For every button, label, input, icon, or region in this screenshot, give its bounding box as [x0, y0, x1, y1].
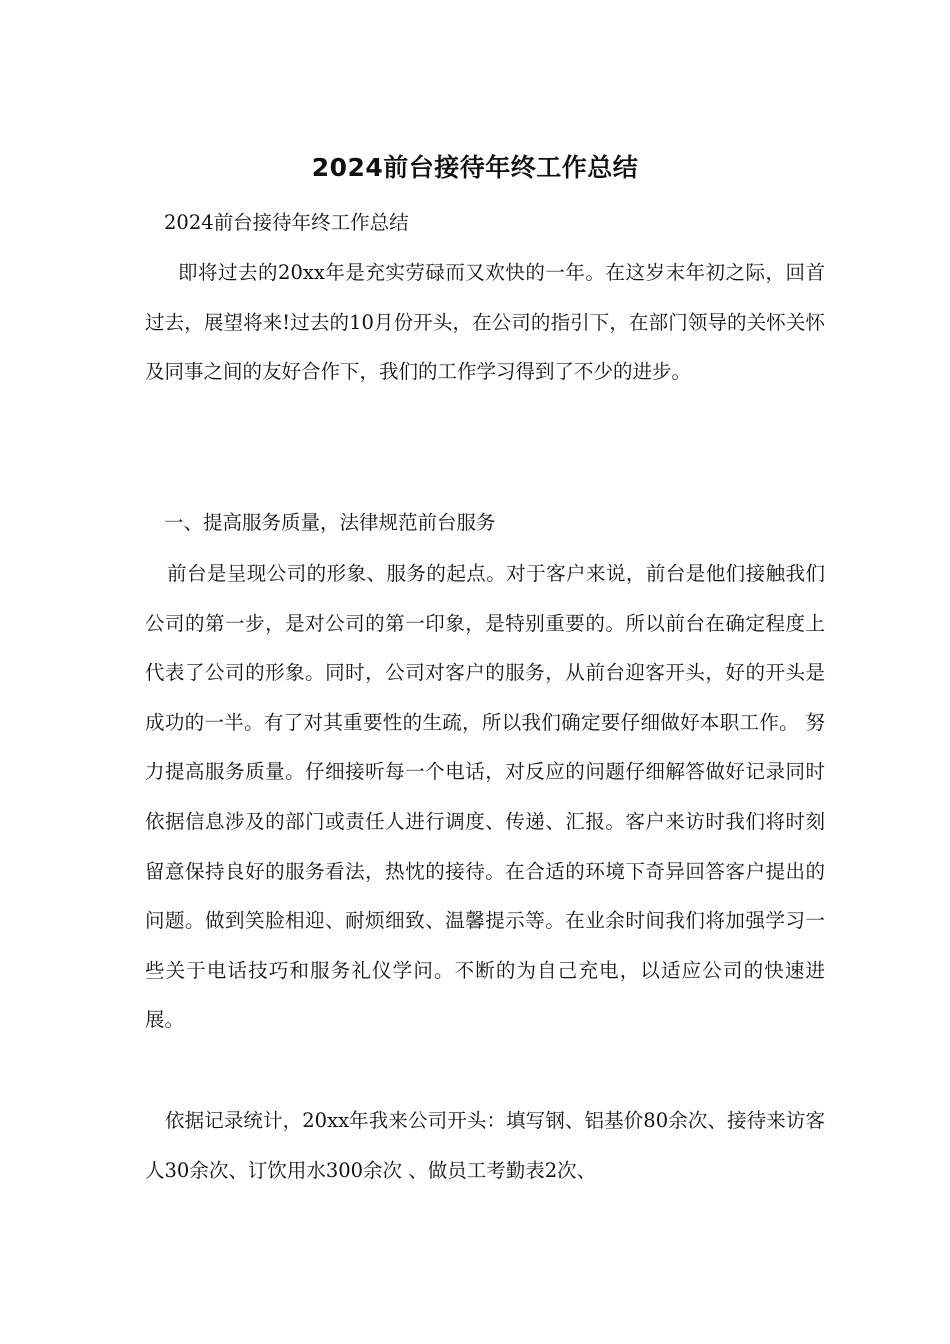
intro-paragraph: 即将过去的20xx年是充实劳碌而又欢快的一年。在这岁末年初之际，回首过去，展望将来!过去的10月份开头，在公司的指引下，在部门领导的关怀关怀及同事之间的友好合作下，我们的工作学习得到了不少的进步。: [145, 261, 825, 384]
document-subtitle: 2024前台接待年终工作总结: [164, 211, 409, 234]
service-paragraph: 前台是呈现公司的形象、服务的起点。对于客户来说，前台是他们接触我们公司的第一步，是对公司的第一印象，是特别重要的。所以前台在确定程度上代表了公司的形象。同时，公司对客户的服务，从前台迎客开头，好的开头是成功的一半。有了对其重要性的生疏，所以我们确定要仔细做好本职工作。 努力提高服务质量。仔细接听每一个电话，对反应的问题仔细解答做好记录同时依据信息涉及的部门或责任人进行调度、传递、汇报。客户来访时我们将时刻留意保持良好的服务看法，热忱的接待。在合适的环境下奇异回答客户提出的问题。做到笑脸相迎、耐烦细致、温馨提示等。在业余时间我们将加强学习一些关于电话技巧和服务礼仪学问。不断的为自己充电，以适应公司的快速进展。: [145, 562, 825, 1032]
document-title: 2024前台接待年终工作总结: [311, 153, 639, 182]
stats-paragraph: 依据记录统计，20xx年我来公司开头：填写钢、铝基价80余次、接待来访客人30余次、订饮用水300余次 、做员工考勤表2次、: [145, 1109, 825, 1182]
section-heading-1: 一、提高服务质量，法律规范前台服务: [164, 511, 496, 534]
